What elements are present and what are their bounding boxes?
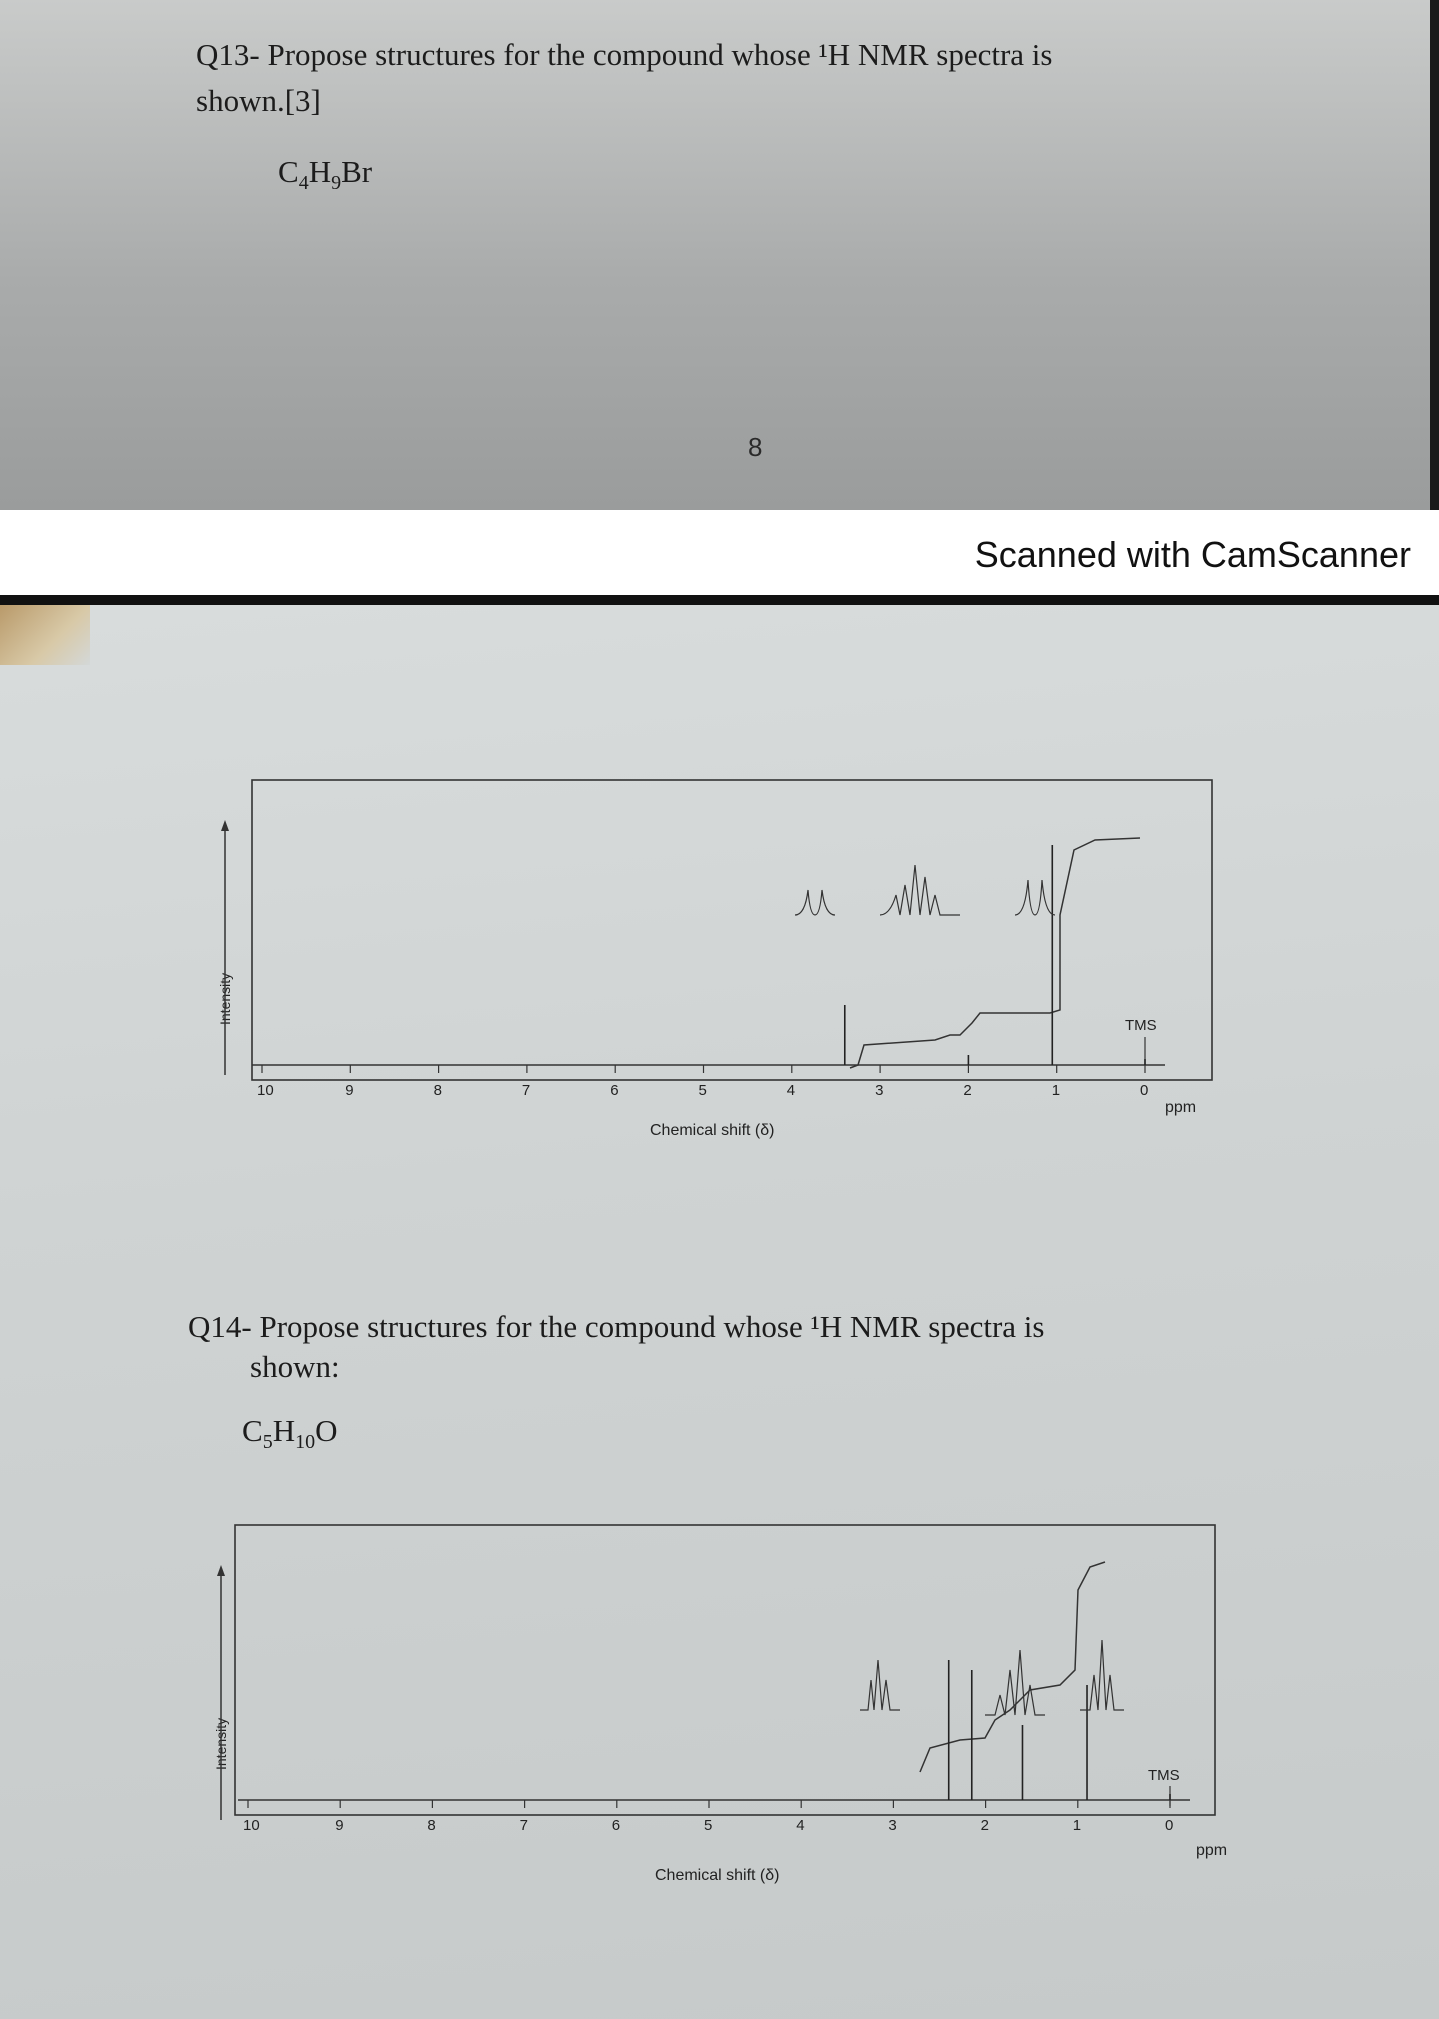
q14-line2: shown: [250,1349,340,1384]
tick-label: 3 [888,1817,897,1834]
spectrum2-integral [920,1562,1105,1772]
spectrum1-ylabel: Intensity [217,972,233,1025]
tick-label: 8 [427,1817,436,1834]
camscanner-banner [0,510,1439,595]
camscanner-watermark: Scanned with CamScanner [974,534,1411,575]
spectrum1-xlabel: Chemical shift (δ) [650,1122,775,1139]
scanned-page-top [0,0,1430,510]
spectrum1-multiplet-c [1015,880,1055,915]
q13-formula: $C_4H_9Br$ [278,154,373,195]
spectrum2-tms: TMS [1148,1767,1180,1784]
q13-line1: Q13- Propose structures for the compound whose ¹H NMR spectra is [196,37,1053,72]
tick-label: 10 [257,1082,274,1099]
page-number: 8 [748,432,763,462]
tick-label: 9 [335,1817,344,1834]
tick-label: 4 [796,1817,805,1834]
nmr-spectrum-1 [190,765,1250,1145]
tick-label: 7 [519,1817,528,1834]
tick-label: 9 [345,1082,354,1099]
spectrum2-multiplet-a [860,1660,900,1710]
tick-label: 6 [610,1082,619,1099]
tick-label: 6 [611,1817,621,1834]
tick-label: 0 [1140,1082,1149,1099]
q14-formula: $C_5H_{10}O$ [242,1413,338,1454]
divider [0,595,1439,605]
tick-label: 10 [243,1817,260,1834]
spectrum2-unit: ppm [1196,1842,1228,1859]
tick-label: 0 [1165,1817,1174,1834]
tick-label: 1 [1051,1082,1061,1099]
q13-line2: shown.[3] [196,83,321,118]
tick-label: 5 [704,1817,713,1834]
tick-label: 7 [521,1082,531,1099]
tick-label: 4 [786,1082,796,1099]
tick-label: 5 [698,1082,707,1099]
spectrum1-tms: TMS [1125,1017,1157,1034]
tick-label: 1 [1072,1817,1082,1834]
spectrum1-unit: ppm [1165,1099,1197,1116]
nmr-spectrum-2 [200,1510,1260,1890]
tick-label: 8 [433,1082,442,1099]
tick-label: 2 [963,1082,972,1099]
q14-line1: Q14- Propose structures for the compound whose ¹H NMR spectra is [188,1309,1045,1344]
spectrum1-multiplet-b [880,865,960,915]
table-edge [0,605,90,665]
tick-label: 3 [875,1082,884,1099]
spectrum1-multiplet-a [795,890,835,915]
spectrum2-ylabel: Intensity [213,1717,229,1770]
spectrum1-integral [850,838,1140,1068]
tick-label: 2 [980,1817,989,1834]
spectrum2-xlabel: Chemical shift (δ) [655,1867,780,1884]
